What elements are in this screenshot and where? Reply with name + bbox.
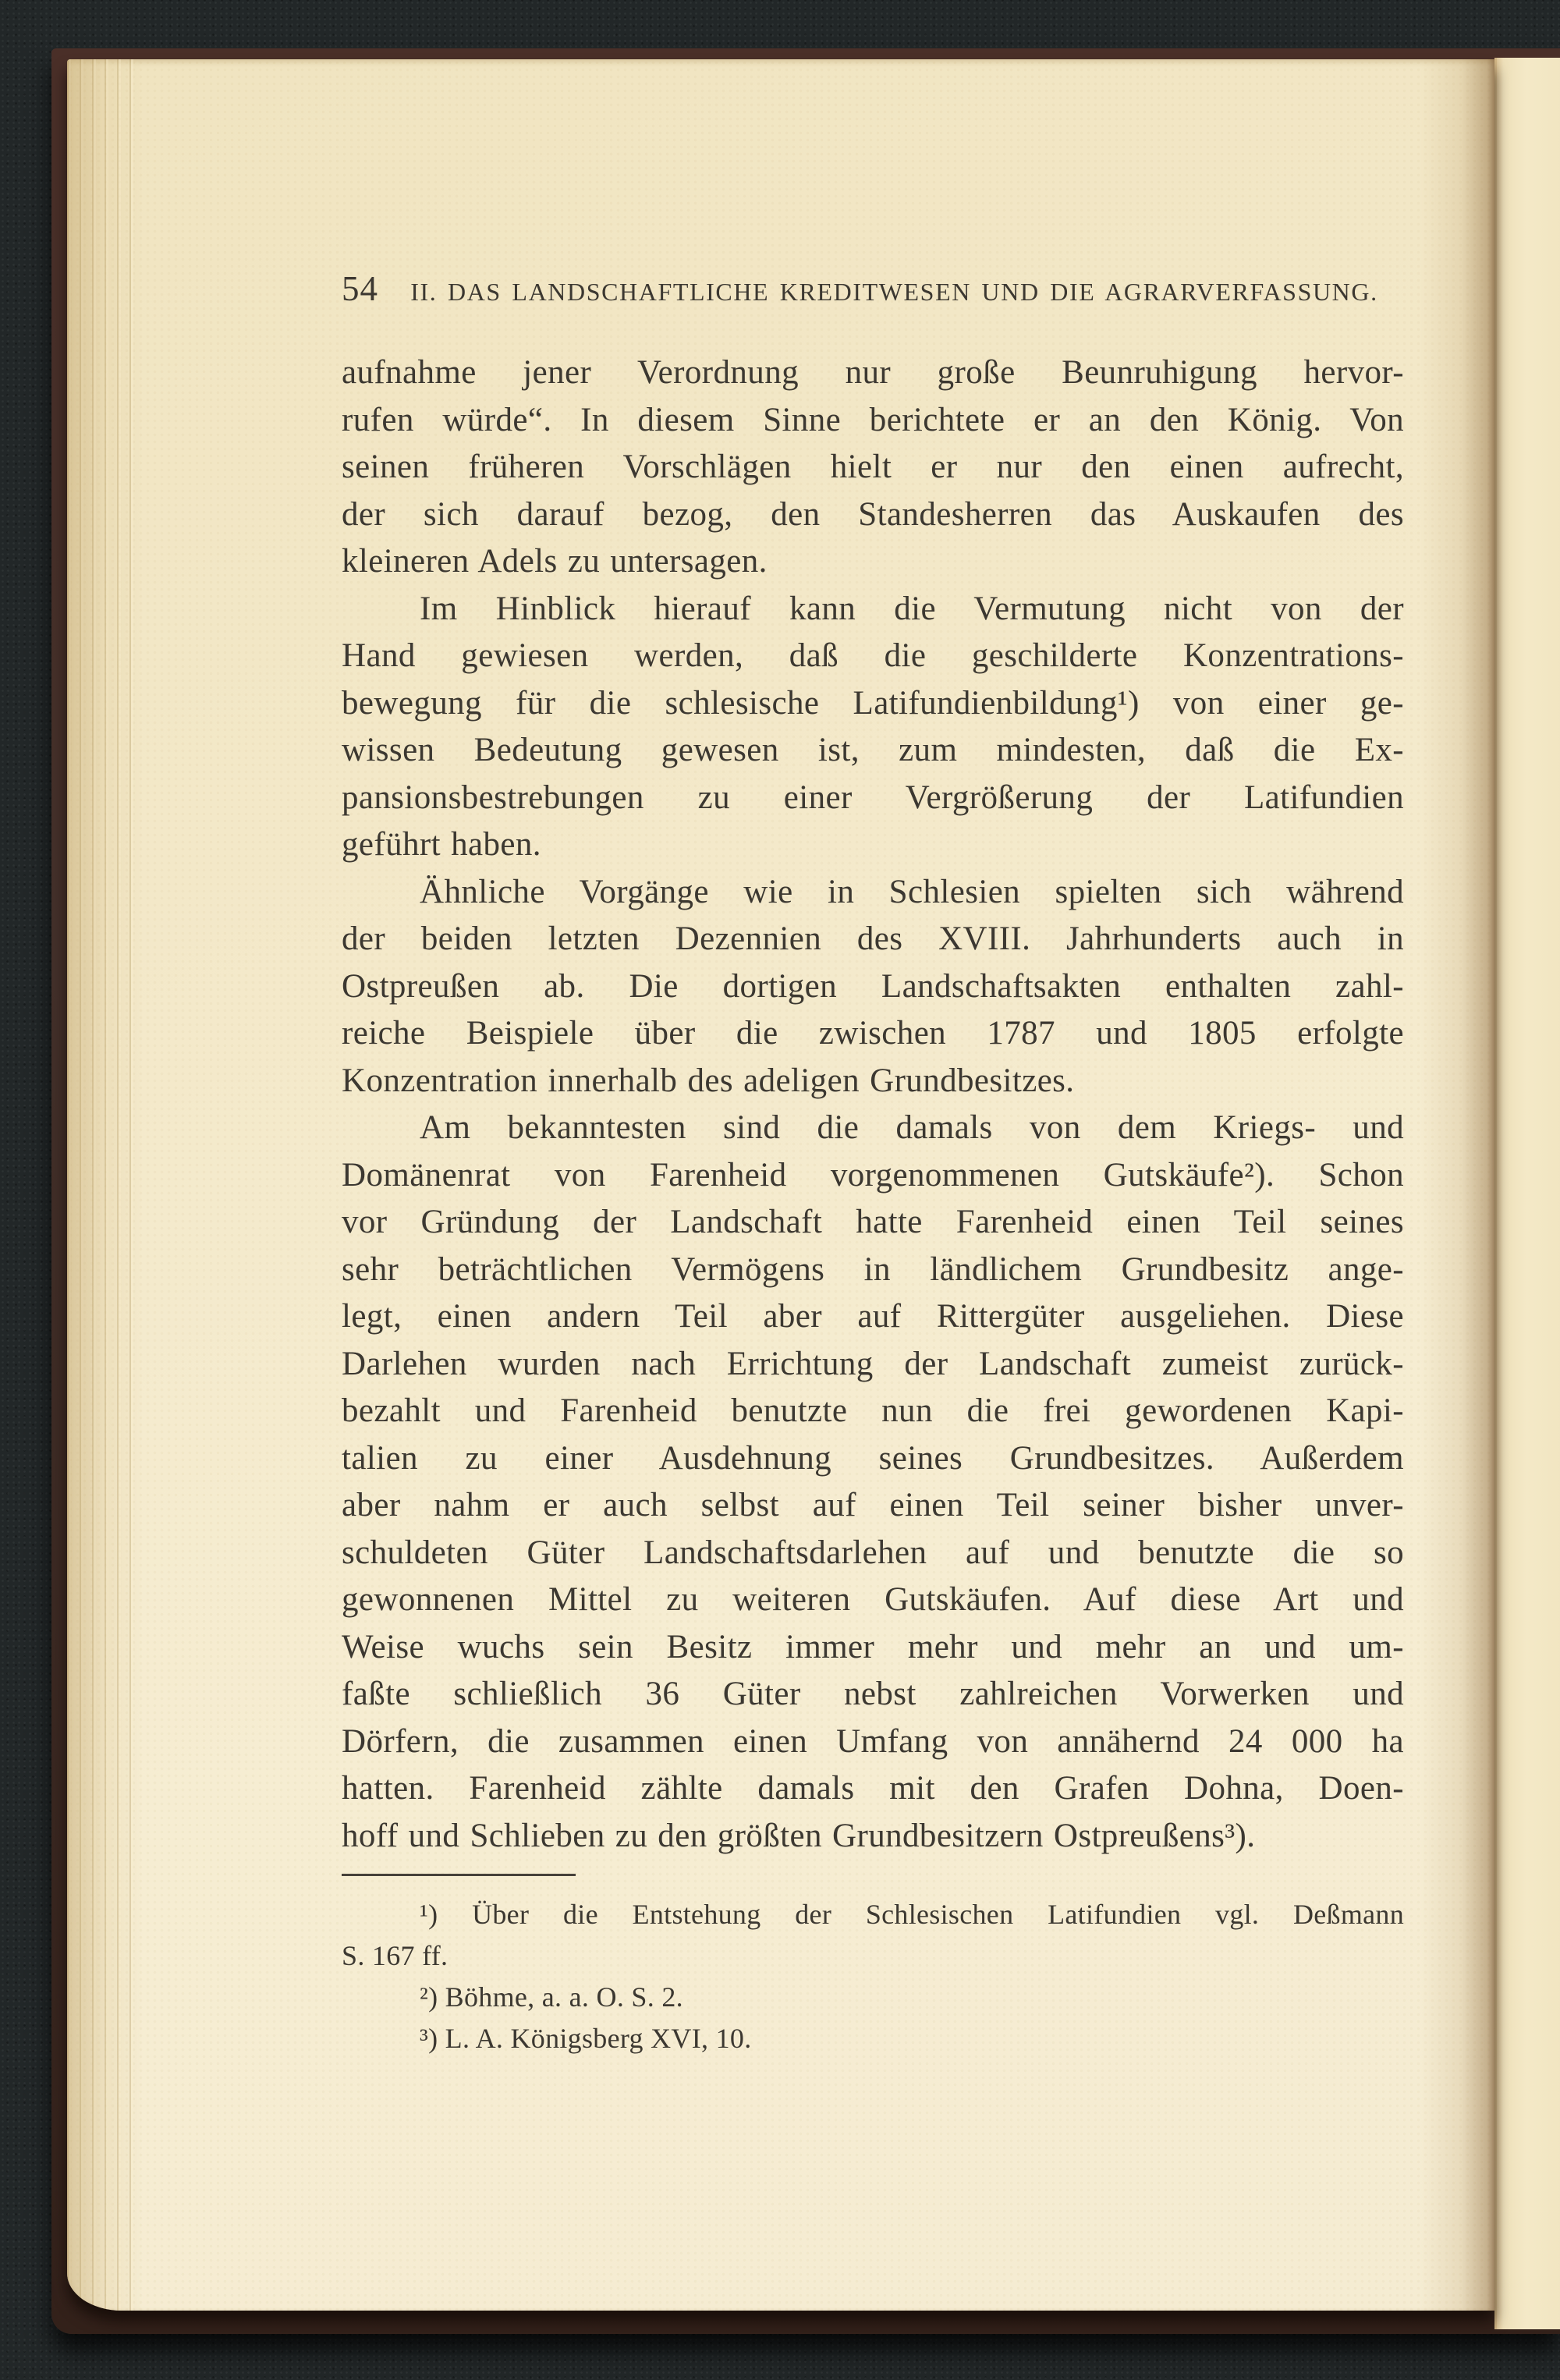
text-line: seinen früheren Vorschlägen hielt er nur den einen aufrecht, bbox=[342, 449, 1404, 485]
footnote-line: ³) L. A. Königsberg XVI, 10. bbox=[420, 2023, 752, 2054]
text-line: der sich darauf bezog, den Standesherren das Auskaufen des bbox=[342, 495, 1404, 533]
text-line: Domänenrat von Farenheid vorgenommenen Gutskäufe²). Schon bbox=[342, 1156, 1404, 1194]
text-line: schuldeten Güter Landschaftsdarlehen auf und benutzte die so bbox=[342, 1534, 1404, 1571]
body-text bbox=[342, 349, 1404, 1860]
footnote-line: ²) Böhme, a. a. O. S. 2. bbox=[420, 1981, 683, 2013]
page-stack-edges bbox=[67, 59, 142, 2311]
text-line: sehr beträchtlichen Vermögens in ländlichem Grundbesitz ange- bbox=[342, 1250, 1404, 1288]
text-line: Ähnliche Vorgänge wie in Schlesien spielten sich während bbox=[420, 873, 1404, 910]
text-line: Konzentration innerhalb des adeligen Grundbesitzes. bbox=[342, 1062, 1075, 1099]
text-line: reiche Beispiele über die zwischen 1787 und 1805 erfolgte bbox=[342, 1015, 1404, 1052]
text-line: kleineren Adels zu untersagen. bbox=[342, 543, 768, 580]
text-line: bezahlt und Farenheid benutzte nun die frei gewordenen Kapi- bbox=[342, 1392, 1404, 1429]
text-line: hoff und Schlieben zu den größten Grundbesitzern Ostpreußens³). bbox=[342, 1817, 1256, 1854]
text-line: aber nahm er auch selbst auf einen Teil seiner bisher unver- bbox=[342, 1487, 1404, 1523]
text-line: rufen würde“. In diesem Sinne berichtete er an den König. Von bbox=[342, 401, 1404, 438]
text-line: vor Gründung der Landschaft hatte Farenheid einen Teil seines bbox=[342, 1204, 1404, 1240]
text-line: Im Hinblick hierauf kann die Vermutung nicht von der bbox=[420, 590, 1404, 627]
gutter-fold-shadow bbox=[1420, 59, 1494, 2311]
text-line: der beiden letzten Dezennien des XVIII. Jahrhunderts auch in bbox=[342, 920, 1404, 957]
text-line: Weise wuchs sein Besitz immer mehr und mehr an und um- bbox=[342, 1628, 1404, 1665]
text-line: gewonnenen Mittel zu weiteren Gutskäufen. Auf diese Art und bbox=[342, 1581, 1404, 1618]
page-number: 54 bbox=[342, 269, 378, 308]
text-line: Dörfern, die zusammen einen Umfang von annähernd 24 000 ha bbox=[342, 1722, 1404, 1760]
running-title: II. DAS LANDSCHAFTLICHE KREDITWESEN UND DIE AGRARVERFASSUNG. bbox=[410, 278, 1378, 306]
text-line: bewegung für die schlesische Latifundienbildung¹) von einer ge- bbox=[342, 684, 1404, 722]
text-line: Am bekanntesten sind die damals von dem Kriegs- und bbox=[420, 1109, 1404, 1146]
footnote-line: ¹) Über die Entstehung der Schlesischen Latifundien vgl. Deßmann bbox=[420, 1899, 1404, 1930]
footnote-line: S. 167 ff. bbox=[342, 1940, 448, 1971]
running-header bbox=[342, 268, 1404, 309]
text-line: Darlehen wurden nach Errichtung der Landschaft zumeist zurück- bbox=[342, 1345, 1404, 1382]
text-line: geführt haben. bbox=[342, 826, 541, 863]
footnotes bbox=[342, 1894, 1404, 2059]
text-line: legt, einen andern Teil aber auf Rittergüter ausgeliehen. Diese bbox=[342, 1298, 1404, 1335]
book-page bbox=[67, 59, 1494, 2311]
adjacent-page-edge bbox=[1494, 58, 1560, 2329]
text-line: faßte schließlich 36 Güter nebst zahlreichen Vorwerken und bbox=[342, 1676, 1404, 1712]
text-line: talien zu einer Ausdehnung seines Grundbesitzes. Außerdem bbox=[342, 1439, 1404, 1477]
text-line: Ostpreußen ab. Die dortigen Landschaftsakten enthalten zahl- bbox=[342, 967, 1404, 1005]
text-line: hatten. Farenheid zählte damals mit den Grafen Dohna, Doen- bbox=[342, 1770, 1404, 1807]
text-line: Hand gewiesen werden, daß die geschilderte Konzentrations- bbox=[342, 637, 1404, 674]
text-line: wissen Bedeutung gewesen ist, zum mindesten, daß die Ex- bbox=[342, 732, 1404, 768]
text-line: pansionsbestrebungen zu einer Vergrößerung der Latifundien bbox=[342, 779, 1404, 816]
text-line: aufnahme jener Verordnung nur große Beunruhigung hervor- bbox=[342, 354, 1404, 391]
footnote-rule bbox=[342, 1874, 576, 1876]
